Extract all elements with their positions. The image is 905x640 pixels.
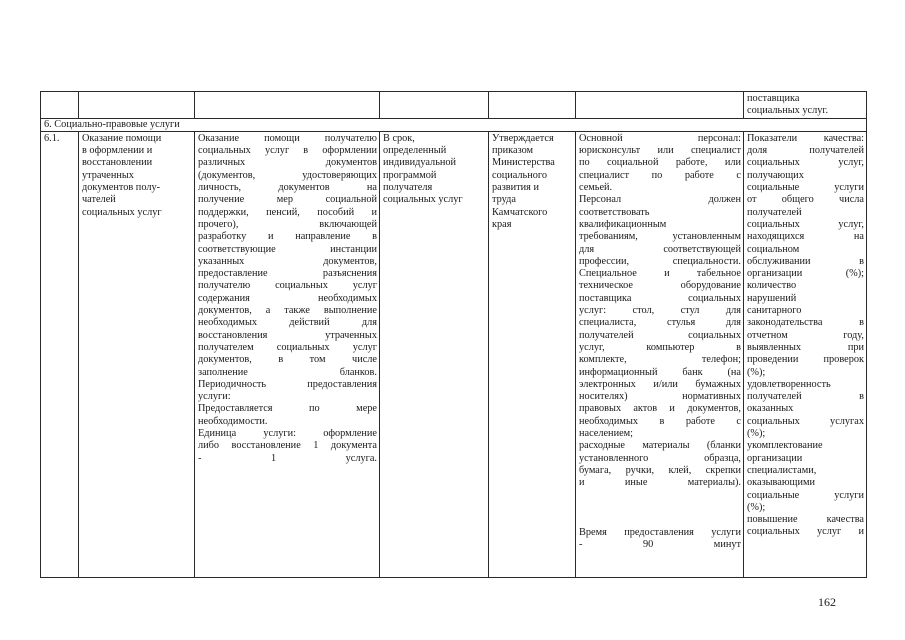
conditions-line: и иные материалы). [579, 477, 741, 489]
approval-line: развития и [492, 182, 539, 194]
conditions-line: Персонал должен [579, 194, 741, 206]
description-line: соответствующие инстанции [198, 243, 377, 255]
cell-empty [79, 92, 195, 119]
conditions-line: комплекте, телефон; [579, 354, 741, 366]
quality-line: законодательства в [747, 317, 864, 329]
conditions-line: квалификационным [579, 218, 667, 230]
conditions-line: семьей. [579, 182, 613, 194]
conditions-line: специалист по работе с [579, 169, 741, 181]
section-header-row [41, 118, 867, 131]
conditions-line: Основной персонал: [579, 132, 741, 144]
service-name-line: документов полу- [82, 182, 161, 194]
quality-line: организации [747, 452, 803, 464]
quality-line: доля получателей [747, 145, 864, 157]
conditions-line: юрисконсульт или специалист [579, 145, 741, 157]
service-description-cell [195, 131, 380, 577]
service-name-line: восстановлении [82, 157, 153, 169]
term-line: В срок, [383, 132, 415, 144]
approval-line: края [492, 218, 512, 230]
services-table [40, 91, 867, 578]
conditions-line: профессии, специальности. [579, 255, 741, 267]
quality-line: количество [747, 280, 797, 292]
conditions-line: получателей социальных [579, 329, 741, 341]
service-name-line: Оказание помощи [82, 132, 162, 144]
service-name-line: чателей [82, 194, 116, 206]
quality-line: укомплектование [747, 440, 823, 452]
approval-line: социального [492, 169, 548, 181]
service-name-line: социальных услуг [82, 206, 162, 218]
description-line: либо восстановление 1 документа [198, 440, 377, 452]
description-line: поддержки, пенсий, пособий и [198, 206, 377, 218]
cell-empty [576, 92, 744, 119]
quality-line: удовлетворенность [747, 378, 831, 390]
description-line: необходимости. [198, 415, 268, 427]
text-line: поставщика [747, 93, 800, 104]
conditions-line: населением; [579, 428, 634, 440]
quality-line: социальном [747, 243, 800, 255]
row-number: 6.1. [41, 131, 79, 577]
approval-line: приказом [492, 145, 534, 157]
approval-line: Утверждается [492, 132, 554, 144]
description-line: услуги: [198, 391, 231, 403]
quality-line: социальных услуг, [747, 218, 864, 230]
conditions-line: услуг: стол, стул для [579, 305, 741, 317]
conditions-line: для соответствующей [579, 243, 741, 255]
quality-line: оказанных [747, 403, 794, 415]
quality-line: специалистами, [747, 464, 817, 476]
description-line: получение мер социальной [198, 194, 377, 206]
conditions-line: Специальное и табельное [579, 268, 741, 280]
quality-line: социальных услуг и [747, 526, 864, 538]
quality-line: обслуживании в [747, 255, 864, 267]
quality-line: выявленных при [747, 341, 864, 353]
service-term-cell [380, 131, 489, 577]
conditions-line: техническое оборудование [579, 280, 741, 292]
quality-line: повышение качества [747, 514, 864, 526]
conditions-line: соответствовать [579, 206, 650, 218]
conditions-line: информационный банк (на [579, 366, 741, 378]
term-line: получателя [383, 182, 433, 194]
description-line: разработку и направление в [198, 231, 377, 243]
quality-indicators-cell [744, 131, 867, 577]
term-line: программой [383, 169, 437, 181]
quality-line: находящихся на [747, 231, 864, 243]
description-line: различных документов [198, 157, 377, 169]
cell-empty [41, 92, 79, 119]
description-line: восстановления утраченных [198, 329, 377, 341]
quality-continuation-cell [744, 92, 867, 119]
description-line: необходимых действий для [198, 317, 377, 329]
description-line: (документов, удостоверяющих [198, 169, 377, 181]
description-line: указанных документов, [198, 255, 377, 267]
description-line: содержания необходимых [198, 292, 377, 304]
quality-line: организации (%); [747, 268, 864, 280]
term-line: индивидуальной [383, 157, 457, 169]
description-line: - 1 услуга. [198, 452, 377, 464]
description-line: документов, в том числе [198, 354, 377, 366]
text-line: социальных услуг. [747, 105, 829, 117]
description-line: предоставление разъяснения [198, 268, 377, 280]
quality-line: социальные услуги [747, 182, 864, 194]
conditions-text [579, 133, 741, 490]
description-line: личность, документов на [198, 182, 377, 194]
service-time-text [579, 527, 741, 552]
quality-line: Показатели качества: [747, 132, 864, 144]
quality-line: от общего числа [747, 194, 864, 206]
continuation-row [41, 92, 867, 119]
conditions-line: специалиста, стулья для [579, 317, 741, 329]
approval-line: труда [492, 194, 516, 206]
approval-line: Министерства [492, 157, 555, 169]
quality-line: социальных услуг, [747, 157, 864, 169]
quality-line: проведении проверок [747, 354, 864, 366]
quality-line: оказывающими [747, 477, 816, 489]
quality-line: (%); [747, 428, 766, 440]
quality-line: (%); [747, 501, 766, 513]
quality-line: нарушений [747, 292, 797, 304]
description-line: Оказание помощи получателю [198, 132, 377, 144]
conditions-cell [576, 131, 744, 577]
quality-line: санитарного [747, 305, 802, 317]
conditions-line: поставщика социальных [579, 292, 741, 304]
description-line: социальных услуг в оформлении [198, 145, 377, 157]
section-title: 6. Социально-правовые услуги [41, 118, 867, 131]
conditions-line: правовых актов и документов, [579, 403, 741, 415]
quality-line: отчетном году, [747, 329, 864, 341]
cell-empty [489, 92, 576, 119]
service-time-line: - 90 минут [579, 538, 741, 550]
description-line: Единица услуги: оформление [198, 428, 377, 440]
conditions-line: требованиям, установленным [579, 231, 741, 243]
service-name-cell [79, 131, 195, 577]
description-line: заполнение бланков. [198, 366, 377, 378]
description-line: документов, а также выполнение [198, 305, 377, 317]
cell-empty [380, 92, 489, 119]
quality-line: получателей в [747, 391, 864, 403]
description-line: Периодичность предоставления [198, 378, 377, 390]
table-row [41, 131, 867, 577]
description-line: прочего), включающей [198, 218, 377, 230]
conditions-line: установленного образца, [579, 452, 741, 464]
description-line: получателем социальных услуг [198, 341, 377, 353]
quality-line: социальные услуги [747, 489, 864, 501]
description-line: получателю социальных услуг [198, 280, 377, 292]
page-number: 162 [818, 595, 836, 609]
conditions-line: расходные материалы (бланки [579, 440, 741, 452]
approval-cell [489, 131, 576, 577]
service-name-line: утраченных [82, 169, 134, 181]
conditions-line: бумага, ручки, клей, скрепки [579, 464, 741, 476]
service-name-line: в оформлении и [82, 145, 153, 157]
cell-empty [195, 92, 380, 119]
approval-line: Камчатского [492, 206, 548, 218]
conditions-line: необходимых в работе с [579, 415, 741, 427]
conditions-line: электронных и/или бумажных [579, 378, 741, 390]
conditions-line: носителях) нормативных [579, 391, 741, 403]
quality-line: социальных услугах [747, 415, 864, 427]
conditions-line: услуг, компьютер в [579, 341, 741, 353]
quality-line: получателей [747, 206, 802, 218]
service-time-line: Время предоставления услуги [579, 526, 741, 538]
conditions-line: по социальной работе, или [579, 157, 741, 169]
term-line: определенный [383, 145, 447, 157]
description-line: Предоставляется по мере [198, 403, 377, 415]
quality-line: получающих [747, 169, 804, 181]
term-line: социальных услуг [383, 194, 463, 206]
quality-line: (%); [747, 366, 766, 378]
